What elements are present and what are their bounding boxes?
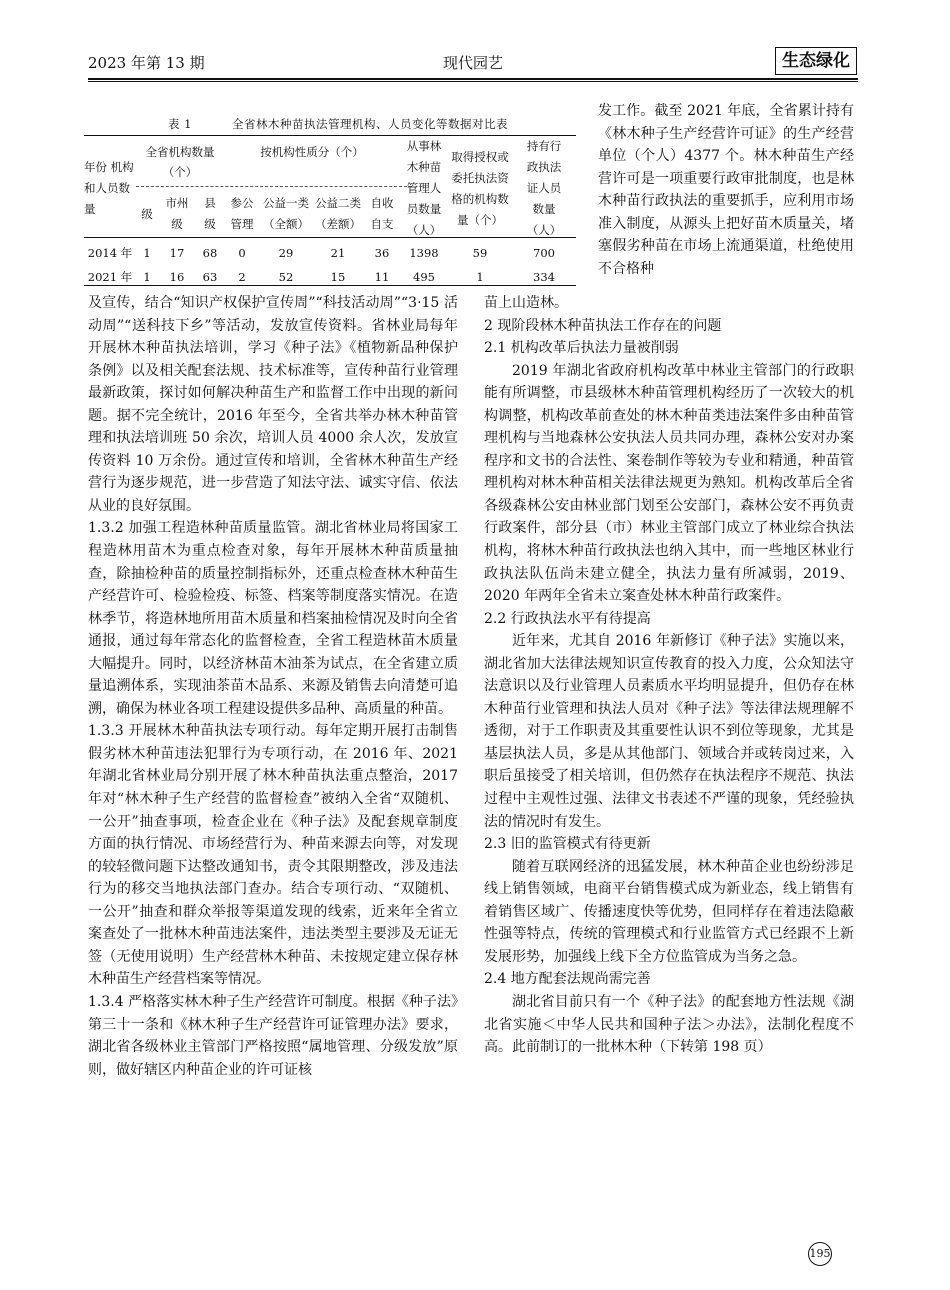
left-column — [88, 292, 458, 1081]
right-top-column — [598, 100, 854, 280]
section-heading: 2 现阶段林木种苗执法工作存在的问题 — [484, 317, 722, 334]
table-subheader: 市州级 — [165, 196, 189, 232]
table-bottom-rule — [84, 285, 576, 286]
subsection-heading: 2.1 机构改革后执法力量被削弱 — [484, 340, 679, 357]
table-subheader: 公益一类（全额） — [263, 196, 309, 232]
table-subheader: 自收自支 — [370, 196, 394, 232]
header-rule-thin — [88, 81, 858, 82]
paragraph: 随着互联网经济的迅猛发展，林木种苗企业也纷纷涉足线上销售领域，电商平台销售模式成为新业态，线上销售有着销售区域广、传播速度快等优势，但同样存在着违法隐蔽性强等特点，传统的管理模式和行业监管方式已经跟不上新发展形势，加强线上线下全方位监管成为当务之急。 — [484, 858, 854, 965]
right-column — [484, 292, 854, 1059]
paragraph: 2019 年湖北省政府机构改革中林业主管部门的行政职能有所调整，市县级林木种苗管理机构经历了一次较大的机构调整，机构改革前查处的林木种苗类违法案件多由种苗管理机构与当地森林公安执法人员共同办理，森林公安对办案程序和文书的合法性、案卷制作等较为专业和精通，种苗管理机构对林木种苗相关法律法规更为熟知。机构改革后全省各级森林公安由林业部门划至公安部门，森林公安不再负责行政案件，部分县（市）林业主管部门成立了林业综合执法机构，将林木种苗行政执法也纳入其中，而一些地区林业行政执法队伍尚未建立健全，执法力量有所减弱，2019、2020 年两年全省未立案查处林木种苗行政案件。 — [484, 362, 854, 605]
table-header-total: 全省机构数量（个） — [145, 144, 215, 179]
table-subheader: 县级 — [204, 196, 216, 232]
table-subheader: 公益二类（差额） — [315, 196, 361, 232]
paragraph: 1.3.4 严格落实林木种子生产经营许可制度。根据《种子法》第三十一条和《林木种子生产经营许可证管理办法》要求，湖北省各级林业主管部门严格按照“属地管理、分级发放”原则，做好辖区内种苗企业的许可证核 — [88, 993, 458, 1078]
paragraph: 1.3.2 加强工程造林种苗质量监管。湖北省林业局将国家工程造林用苗木为重点检查对象，每年开展林木种苗质量抽查，除抽检种苗的质量控制指标外，还重点检查林木种苗生产经营许可、检验检疫、标签、档案等制度落实情况。在造林季节，将造林地所用苗木质量和档案抽检情况及时向全省通报，通过每年常态化的监督检查，全省工程造林苗木质量大幅提升。同时，以经济林苗木油茶为试点，在全省建立质量追溯体系，实现油茶苗木品系、来源及销售去向清楚可追溯，确保为林业各项工程建设提供多品种、高质量的种苗。 — [88, 520, 458, 717]
header-left: 2023 年第 13 期 — [88, 54, 205, 72]
subsection-heading: 2.2 行政执法水平有待提高 — [484, 610, 651, 627]
subsection-heading: 2.4 地方配套法规尚需完善 — [484, 971, 651, 988]
paragraph: 发工作。截至 2021 年底，全省累计持有《林木种子生产经营许可证》的生产经营单位（个人）4377 个。林木种苗生产经营许可是一项重要行政审批制度，也是林木种苗行政执法的重要抓手，应利用市场准入制度，从源头上把好苗木质量关，堵塞假劣种苗在市场上流通渠道，杜绝使用不合格种 — [598, 103, 854, 277]
page-number: 195 — [808, 1242, 832, 1266]
paragraph: 湖北省目前只有一个《种子法》的配套地方性法规《湖北省实施＜中华人民共和国种子法＞办法》，法制化程度不高。此前制订的一批林木种（下转第 198 页） — [484, 993, 854, 1056]
data-table — [84, 136, 576, 289]
paragraph: 1.3.3 开展林木种苗执法专项行动。每年定期开展打击制售假劣林木种苗违法犯罪行为专项行动，在 2016 年、2021 年湖北省林业局分别开展了林木种苗执法重点整治，2017 年对“林木种子生产经营的监督检查”被纳入全省“双随机、一公开”抽查事项，检查企业在《种子法》及配套规章制度方面的执行情况、市场经营行为、种苗来源去向等，对发现的较轻微问题下达整改通知书，责令其限期整改，涉及违法行为的移交当地执法部门查办。结合专项行动、“双随机、一公开”抽查和群众举报等渠道发现的线索，近来年全省立案查处了一批林木种苗违法案件，违法类型主要涉及无证无签（无使用说明）生产经营林木种苗、未按规定建立保存林木种苗生产经营档案等情况。 — [88, 723, 458, 988]
paragraph: 近年来，尤其自 2016 年新修订《种子法》实施以来，湖北省加大法律法规知识宣传教育的投入力度，公众知法守法意识以及行业管理人员素质水平均明显提升，但仍存在林木种苗行业管理和执法人员对《种子法》等法律法规理解不透彻，对于工作职责及其重要性认识不到位等现象，尤其是基层执法人员，多是从其他部门、领域合并或转岗过来，入职后虽接受了相关培训，但仍然存在执法程序不规范、执法过程中主观性过强、法律文书表述不严谨的现象，凭经验执法的情况时有发生。 — [484, 633, 854, 830]
subsection-heading: 2.3 旧的监管模式有待更新 — [484, 836, 651, 853]
table-subheader: 参公管理 — [230, 196, 254, 232]
table-row: 2014 年 1 17 68 0 29 21 36 1398 59 700 — [87, 245, 555, 260]
table-subheader: 级 — [141, 206, 153, 221]
table-header-auth: 取得授权或委托执法资格的机构数量（个） — [451, 149, 509, 227]
table-number: 表 1 — [168, 117, 192, 131]
table-caption — [168, 116, 508, 132]
table-title: 全省林木种苗执法管理机构、人员变化等数据对比表 — [231, 117, 508, 131]
paragraph: 苗上山造林。 — [484, 295, 568, 311]
header-rule — [88, 78, 858, 80]
journal-title: 现代园艺 — [443, 54, 504, 72]
table-mid-rule — [84, 237, 576, 238]
table-header-nature: 按机构性质分（个） — [260, 145, 364, 159]
table-row: 2021 年 1 16 63 2 52 15 11 495 1 334 — [87, 269, 555, 284]
paragraph: 及宣传，结合“知识产权保护宣传周”“科技活动周”“3·15 活动周”“送科技下乡”等活动，发放宣传资料。省林业局每年开展林木种苗执法培训，学习《种子法》《植物新品种保护条例》以及相关配套法规、技术标准等，宣传种苗行业管理最新政策，探讨如何解决种苗生产和监督工作中出现的新问题。据不完全统计，2016 年至今，全省共举办林木种苗管理和执法培训班 50 余次，培训人员 4000 余人次，发放宣传资料 10 万余份。通过宣传和培训，全省林木种苗生产经营行为逐步规范，进一步营造了知法守法、诚实守信、依法从业的良好氛围。 — [88, 295, 458, 514]
table-header-staff: 从事林木种苗管理人员数量（人） — [406, 139, 442, 237]
table-row-label-header: 年份 机构和人员数量 — [84, 160, 134, 216]
section-badge: 生态绿化 — [775, 47, 857, 75]
table-header-cert: 持有行政执法证人员数量（人） — [526, 139, 562, 237]
